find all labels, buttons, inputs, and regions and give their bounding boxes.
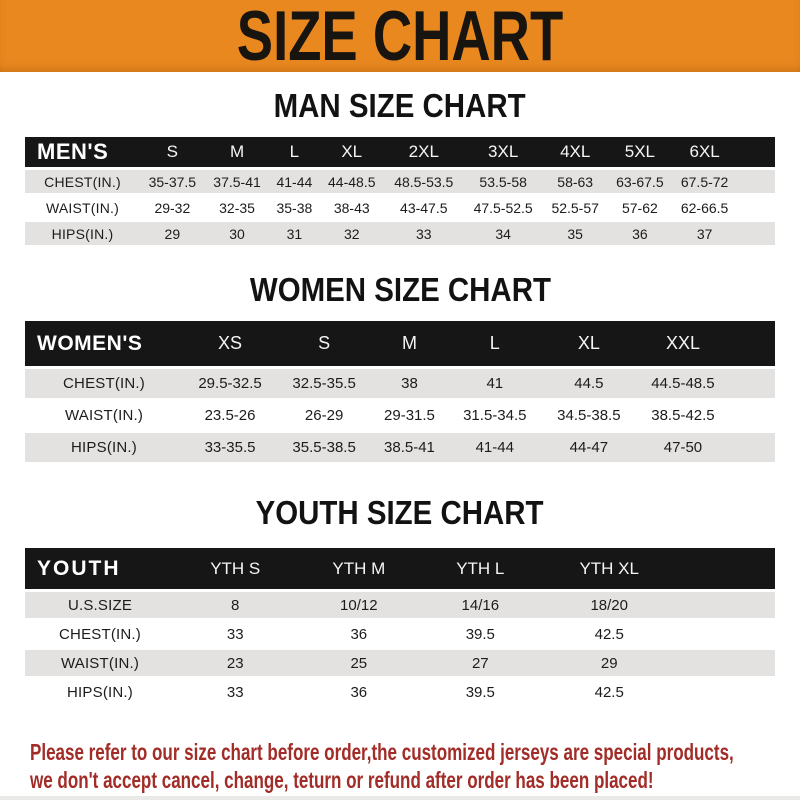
size-value: 29-32: [140, 196, 205, 219]
row-label: HIPS(IN.): [25, 222, 140, 245]
filler-cell: [730, 369, 775, 398]
youth-size-table: [25, 545, 775, 708]
size-value: 41-44: [269, 170, 319, 193]
size-value: 42.5: [538, 679, 680, 705]
table-row: [25, 650, 775, 676]
size-value: 34.5-38.5: [542, 401, 636, 430]
size-value: 32-35: [205, 196, 270, 219]
size-value: 38.5-42.5: [636, 401, 730, 430]
size-value: 10/12: [295, 592, 422, 618]
size-value: 38-43: [319, 196, 384, 219]
women-size-section: [0, 272, 800, 465]
size-value: 25: [295, 650, 422, 676]
size-column-header: M: [205, 137, 270, 167]
filler-cell: [737, 196, 775, 219]
table-header-row: [25, 548, 775, 589]
size-value: 30: [205, 222, 270, 245]
filler-cell: [730, 321, 775, 366]
youth-section-heading-text: YOUTH SIZE CHART: [256, 493, 544, 532]
size-value: 52.5-57: [543, 196, 608, 219]
filler-cell: [680, 679, 775, 705]
table-header-row: [25, 321, 775, 366]
filler-cell: [730, 433, 775, 462]
size-column-header: 5XL: [608, 137, 673, 167]
size-column-header: S: [277, 321, 371, 366]
filler-cell: [730, 401, 775, 430]
banner-title: SIZE CHART: [236, 0, 564, 76]
size-value: 32.5-35.5: [277, 369, 371, 398]
table-row: [25, 196, 775, 219]
table-row: [25, 592, 775, 618]
table-title: MEN'S: [25, 137, 140, 167]
man-section-heading: [0, 88, 800, 124]
table-row: [25, 170, 775, 193]
size-value: 39.5: [422, 621, 538, 647]
size-value: 33: [175, 679, 295, 705]
size-column-header: YTH S: [175, 548, 295, 589]
man-section-heading-text: MAN SIZE CHART: [274, 86, 526, 125]
filler-cell: [737, 137, 775, 167]
size-value: 29: [538, 650, 680, 676]
size-value: 29-31.5: [371, 401, 448, 430]
row-label: HIPS(IN.): [25, 433, 183, 462]
size-value: 44-48.5: [319, 170, 384, 193]
filler-cell: [680, 592, 775, 618]
size-value: 44.5-48.5: [636, 369, 730, 398]
filler-cell: [737, 170, 775, 193]
bottom-edge-divider: [0, 796, 800, 800]
size-column-header: YTH M: [295, 548, 422, 589]
size-value: 36: [295, 621, 422, 647]
size-value: 39.5: [422, 679, 538, 705]
row-label: HIPS(IN.): [25, 679, 175, 705]
size-value: 35.5-38.5: [277, 433, 371, 462]
table-row: [25, 369, 775, 398]
size-value: 8: [175, 592, 295, 618]
size-value: 41-44: [448, 433, 542, 462]
table-row: [25, 679, 775, 705]
size-column-header: 6XL: [672, 137, 737, 167]
size-value: 33-35.5: [183, 433, 277, 462]
row-label: CHEST(IN.): [25, 621, 175, 647]
size-value: 34: [463, 222, 542, 245]
size-value: 18/20: [538, 592, 680, 618]
row-label: U.S.SIZE: [25, 592, 175, 618]
size-value: 23.5-26: [183, 401, 277, 430]
size-value: 57-62: [608, 196, 673, 219]
disclaimer-notice: [30, 738, 800, 794]
table-row: [25, 222, 775, 245]
size-value: 38.5-41: [371, 433, 448, 462]
size-column-header: XL: [542, 321, 636, 366]
size-chart-banner: [0, 0, 800, 76]
size-value: 31: [269, 222, 319, 245]
disclaimer-line-1: Please refer to our size chart before order,the customized jerseys are special products,: [30, 739, 734, 765]
size-value: 63-67.5: [608, 170, 673, 193]
size-column-header: XL: [319, 137, 384, 167]
youth-size-section: [0, 495, 800, 708]
men-size-table: [25, 134, 775, 248]
size-value: 62-66.5: [672, 196, 737, 219]
size-column-header: 3XL: [463, 137, 542, 167]
table-header-row: [25, 137, 775, 167]
man-size-section: [0, 88, 800, 248]
filler-cell: [680, 548, 775, 589]
size-value: 38: [371, 369, 448, 398]
size-value: 35: [543, 222, 608, 245]
size-value: 44-47: [542, 433, 636, 462]
size-value: 37.5-41: [205, 170, 270, 193]
size-value: 58-63: [543, 170, 608, 193]
women-section-heading-text: WOMEN SIZE CHART: [249, 270, 551, 309]
size-value: 37: [672, 222, 737, 245]
filler-cell: [680, 650, 775, 676]
size-value: 29.5-32.5: [183, 369, 277, 398]
size-value: 27: [422, 650, 538, 676]
size-column-header: YTH L: [422, 548, 538, 589]
size-column-header: M: [371, 321, 448, 366]
size-value: 44.5: [542, 369, 636, 398]
row-label: CHEST(IN.): [25, 170, 140, 193]
size-column-header: XXL: [636, 321, 730, 366]
size-value: 36: [295, 679, 422, 705]
size-value: 67.5-72: [672, 170, 737, 193]
table-row: [25, 401, 775, 430]
filler-cell: [737, 222, 775, 245]
women-size-table: [25, 318, 775, 465]
size-column-header: L: [269, 137, 319, 167]
size-value: 35-37.5: [140, 170, 205, 193]
row-label: WAIST(IN.): [25, 650, 175, 676]
size-column-header: 2XL: [384, 137, 463, 167]
size-value: 42.5: [538, 621, 680, 647]
table-row: [25, 621, 775, 647]
size-value: 35-38: [269, 196, 319, 219]
size-column-header: S: [140, 137, 205, 167]
youth-section-heading: [0, 495, 800, 531]
size-value: 31.5-34.5: [448, 401, 542, 430]
table-row: [25, 433, 775, 462]
size-value: 33: [175, 621, 295, 647]
size-value: 43-47.5: [384, 196, 463, 219]
size-value: 29: [140, 222, 205, 245]
row-label: CHEST(IN.): [25, 369, 183, 398]
size-value: 47-50: [636, 433, 730, 462]
size-value: 36: [608, 222, 673, 245]
filler-cell: [680, 621, 775, 647]
size-value: 48.5-53.5: [384, 170, 463, 193]
size-value: 41: [448, 369, 542, 398]
size-column-header: L: [448, 321, 542, 366]
table-title: YOUTH: [25, 548, 175, 589]
table-title: WOMEN'S: [25, 321, 183, 366]
women-section-heading: [0, 272, 800, 308]
size-value: 47.5-52.5: [463, 196, 542, 219]
size-value: 26-29: [277, 401, 371, 430]
size-value: 33: [384, 222, 463, 245]
size-column-header: 4XL: [543, 137, 608, 167]
row-label: WAIST(IN.): [25, 196, 140, 219]
disclaimer-line-2: we don't accept cancel, change, teturn or refund after order has been placed!: [30, 767, 654, 793]
size-value: 53.5-58: [463, 170, 542, 193]
size-value: 32: [319, 222, 384, 245]
row-label: WAIST(IN.): [25, 401, 183, 430]
size-column-header: XS: [183, 321, 277, 366]
size-value: 14/16: [422, 592, 538, 618]
size-column-header: YTH XL: [538, 548, 680, 589]
size-value: 23: [175, 650, 295, 676]
